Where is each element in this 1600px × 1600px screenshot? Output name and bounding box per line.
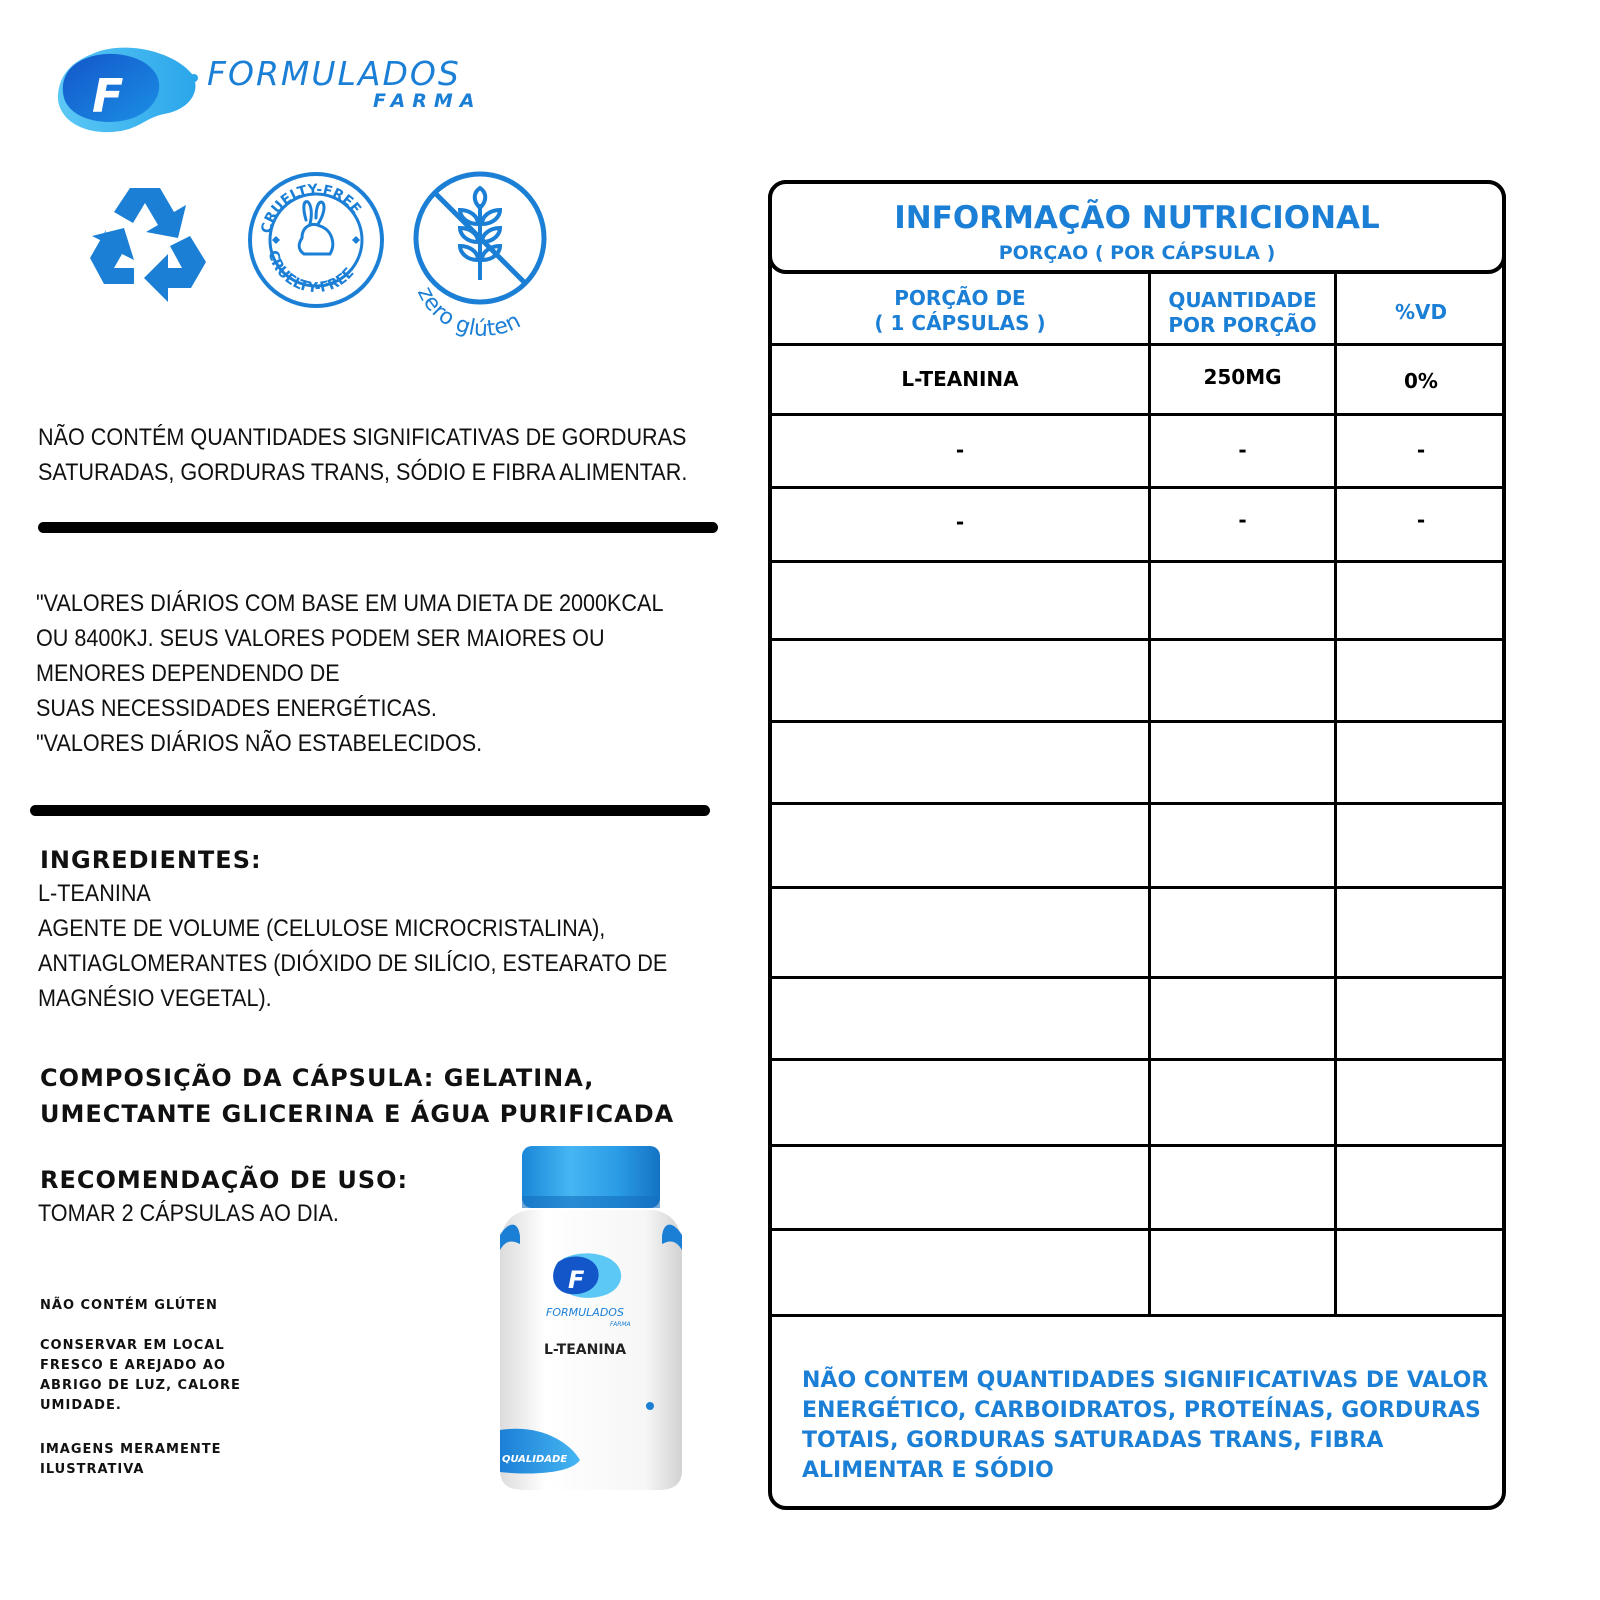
column-header-line: ( 1 CÁPSULAS ) [874,311,1046,335]
svg-text:CRUELTY-FREE [265,249,358,297]
row-divider [770,343,1504,346]
ingredient-line: AGENTE DE VOLUME (CELULOSE MICROCRISTALINA), [38,915,606,942]
ingredient-line: MAGNÉSIO VEGETAL). [38,985,272,1012]
column-header-quantity [1151,288,1334,338]
nutrient-name: - [955,438,965,462]
row-divider [770,1314,1504,1317]
row-divider [770,638,1504,641]
column-header-line: PORÇÃO DE [894,286,1026,310]
zero-gluten-icon [412,170,562,340]
zero-gluten-text: zero glúten [412,282,525,340]
nutrient-name: L-TEANINA [901,367,1019,391]
row-divider [770,886,1504,889]
svg-text:zero glúten [412,283,525,340]
column-header-portion [772,286,1148,336]
recycle-icon [78,170,212,304]
footer-line: ENERGÉTICO, CARBOIDRATOS, PROTEÍNAS, GORDURAS [802,1398,1481,1423]
ingredient-line: ANTIAGLOMERANTES (DIÓXIDO DE SILÍCIO, ESTEARATO DE [38,950,668,977]
capsule-composition [40,1060,674,1132]
daily-values-line: MENORES DEPENDENDO DE [36,660,340,687]
bottle-brand: FORMULADOS [546,1306,624,1319]
daily-values-line: OU 8400KJ. SEUS VALORES PODEM SER MAIORES OU [36,625,605,652]
row-divider [770,1144,1504,1147]
nutrient-quantity: - [1238,508,1247,532]
daily-values-text [36,586,663,761]
nutrient-vd: 0% [1404,369,1438,393]
nutrient-vd: - [1416,438,1426,462]
nutrient-quantity: 250MG [1203,365,1282,389]
row-divider [770,413,1504,416]
nutrition-subtitle: PORÇAO ( POR CÁPSULA ) [998,242,1276,264]
footer-line: NÃO CONTEM QUANTIDADES SIGNIFICATIVAS DE VALOR [802,1368,1489,1393]
cruelty-free-icon [246,170,386,310]
cruelty-free-top-text: CRUELTY-FREE [258,181,364,235]
column-header-vd [1337,300,1505,325]
notice-text [38,420,687,490]
images-line: ILUSTRATIVA [40,1462,145,1477]
storage-line: FRESCO E AREJADO AO [40,1358,226,1373]
column-header-line: %VD [1394,300,1448,324]
notice-line: NÃO CONTÉM QUANTIDADES SIGNIFICATIVAS DE GORDURAS [38,424,687,451]
row-divider [770,1058,1504,1061]
cruelty-free-bottom-text: CRUELTY-FREE [264,248,358,297]
nutrient-vd: - [1416,508,1426,532]
capsule-line: UMECTANTE GLICERINA E ÁGUA PURIFICADA [40,1100,675,1128]
bottle-band-text: QUALIDADE [502,1454,568,1465]
storage-line: CONSERVAR EM LOCAL [40,1338,225,1353]
ingredients-heading: INGREDIENTES: [40,846,262,874]
daily-values-line: SUAS NECESSIDADES ENERGÉTICAS. [36,695,437,722]
divider [38,522,718,533]
images-note [40,1440,222,1480]
footer-line: TOTAIS, GORDURAS SATURADAS TRANS, FIBRA [802,1428,1384,1453]
nutrient-name: - [955,510,965,534]
logo-letter: F [92,69,124,123]
bottle-product: L-TEANINA [544,1342,627,1358]
notice-line: SATURADAS, GORDURAS TRANS, SÓDIO E FIBRA ALIMENTAR. [38,459,688,486]
nutrition-footer [802,1366,1492,1486]
daily-values-line: "VALORES DIÁRIOS COM BASE EM UMA DIETA DE 2000KCAL [36,590,664,617]
brand-name: FORMULADOS [207,54,461,93]
product-bottle [498,1140,684,1492]
footer-line: ALIMENTAR E SÓDIO [802,1458,1054,1483]
row-divider [770,1228,1504,1231]
nutrient-quantity: - [1238,438,1247,462]
ingredients-list [38,876,667,1016]
brand-logo-mark [52,44,202,136]
row-divider [770,486,1504,489]
storage-line: ABRIGO DE LUZ, CALORE [40,1378,241,1393]
gluten-note: NÃO CONTÉM GLÚTEN [40,1298,218,1313]
storage-line: UMIDADE. [40,1398,122,1413]
row-divider [770,802,1504,805]
row-divider [770,560,1504,563]
nutrition-title: INFORMAÇÃO NUTRICIONAL [894,200,1380,236]
capsule-line: COMPOSIÇÃO DA CÁPSULA: GELATINA, [40,1064,595,1092]
row-divider [770,976,1504,979]
bottle-brand-sub: FARMA [610,1321,631,1328]
bottle-logo-letter: F [568,1266,585,1294]
brand-subname: FARMA [373,90,482,112]
column-divider [1148,274,1151,1316]
column-header-line: POR PORÇÃO [1168,313,1317,337]
ingredient-line: L-TEANINA [38,880,151,907]
row-divider [770,720,1504,723]
daily-values-line: "VALORES DIÁRIOS NÃO ESTABELECIDOS. [36,730,483,757]
storage-note [40,1336,241,1416]
usage-text: TOMAR 2 CÁPSULAS AO DIA. [38,1200,339,1227]
usage-heading: RECOMENDAÇÃO DE USO: [40,1166,409,1194]
column-divider [1334,274,1337,1316]
column-header-line: QUANTIDADE [1168,288,1317,312]
images-line: IMAGENS MERAMENTE [40,1442,222,1457]
divider [30,805,710,816]
